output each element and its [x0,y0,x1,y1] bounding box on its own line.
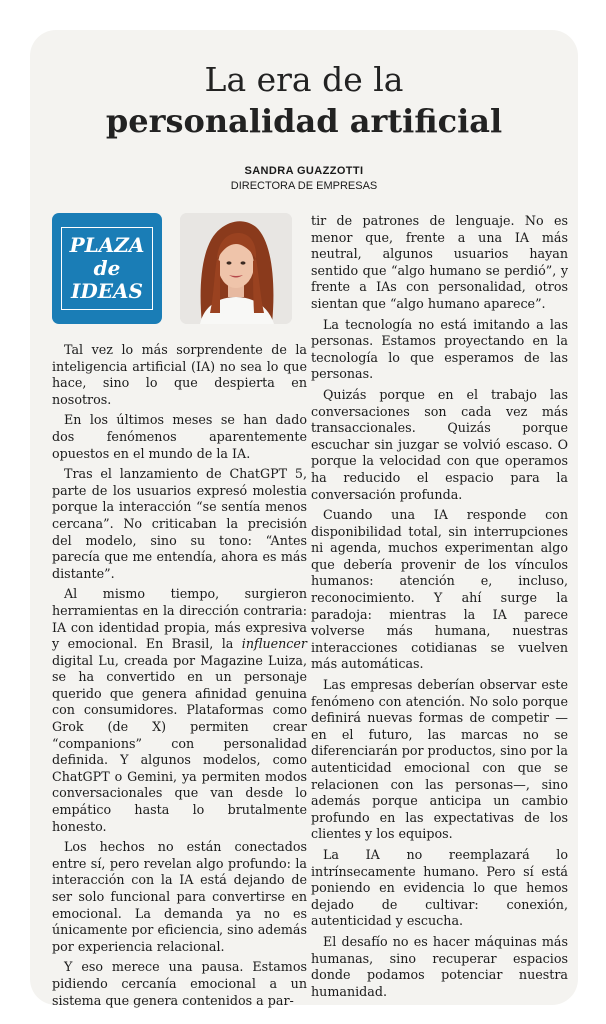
paragraph: Y eso merece una pausa. Estamos pidiendo cercanía emocional a un sistema que genera contenidos a par- [52,959,307,1008]
paragraph-text: Al mismo tiempo, surgieron herramientas en la dirección contraria: IA con identidad propia, más expresiva y emocional. En Brasil, la [52,586,307,652]
paragraph: El desafío no es hacer máquinas más humanas, sino recuperar espacios donde podamos potenciar nuestra humanidad. [311,933,568,999]
paragraph-text: digital Lu, creada por Magazine Luiza, se ha convertido en un personaje querido que genera afinidad genuina con consumidores. Plataformas como Grok (de X) permiten crear “companions” con personalidad definida. Y algunos modelos, como ChatGPT o Gemini, ya permiten modos conversacionales que van desde lo empático hasta lo brutalmente honesto. [52,652,307,834]
paragraph: Tal vez lo más sorprendente de la inteligencia artificial (IA) no sea lo que hace, sino lo que despierta en nosotros. [52,342,307,407]
paragraph: Los hechos no están conectados entre sí, pero revelan algo profundo: la interacción con la IA está dejando de ser solo funcional para convertirse en emocional. La demanda ya no es únicamente por eficiencia, sino además por experiencia relacional. [52,839,307,954]
paragraph: Quizás porque en el trabajo las conversaciones son cada vez más transaccionales. Quizás porque escuchar sin juzgar se volvió escaso. O porque la velocidad con que operamos ha reducido el espacio para la conversación profunda. [311,386,568,502]
author-role: DIRECTORA DE EMPRESAS [230,180,378,192]
byline [30,163,578,194]
paragraph: Tras el lanzamiento de ChatGPT 5, parte de los usuarios expresó molestia porque la interacción “se sentía menos cercana”. No criticaban la precisión del modelo, sino su tono: “Antes parecía que me entendía, ahora es más distante”. [52,466,307,581]
paragraph: En los últimos meses se han dado dos fenómenos aparentemente opuestos en el mundo de la IA. [52,412,307,461]
paragraph: La IA no reemplazará lo intrínsecamente humano. Pero sí está poniendo en evidencia lo que hemos dejado de cultivar: conexión, autenticidad y escucha. [311,846,568,929]
article-card [30,30,578,1008]
author-portrait-icon [180,213,292,324]
section-badge-frame [61,227,154,310]
article-column-left [52,342,307,1013]
paragraph: Cuando una IA responde con disponibilidad total, sin interrupciones ni agenda, muchos experimentan algo que debería provenir de los vínculos humanos: atención e, incluso, reconocimiento. Y ahí surge la paradoja: mientras la IA parece volverse más humana, nuestras interacciones cotidianas se vuelven más automáticas. [311,507,568,672]
title-line-1: La era de la [204,60,404,99]
author-photo [180,213,292,324]
section-badge-line-1: PLAZA [69,233,145,257]
article-column-right [311,213,568,1004]
title-line-2: personalidad artificial [105,102,503,140]
author-name: SANDRA GUAZZOTTI [244,165,364,177]
paragraph: Las empresas deberían observar este fenómeno con atención. No solo porque definirá nuevas formas de competir —en el futuro, las marcas no se diferenciarán por productos, sino por la autenticidad emocional con que se relacionen con las personas—, sino además porque anticipa un cambio profundo en las expectativas de los clientes y los equipos. [311,677,568,842]
paragraph: La tecnología no está imitando a las personas. Estamos proyectando en la tecnología lo que esperamos de las personas. [311,316,568,382]
section-badge-line-3: IDEAS [71,279,143,303]
paragraph [52,586,307,835]
section-badge [52,213,162,324]
article-title [30,60,578,142]
paragraph: tir de patrones de lenguaje. No es menor que, frente a una IA más neutral, algunos usuarios hayan sentido que “algo humano se perdió”, y frente a IAs con personalidad, otros sientan que “algo humano aparece”. [311,213,568,311]
italic-term: influencer [241,636,307,652]
section-badge-line-2: de [93,256,121,280]
